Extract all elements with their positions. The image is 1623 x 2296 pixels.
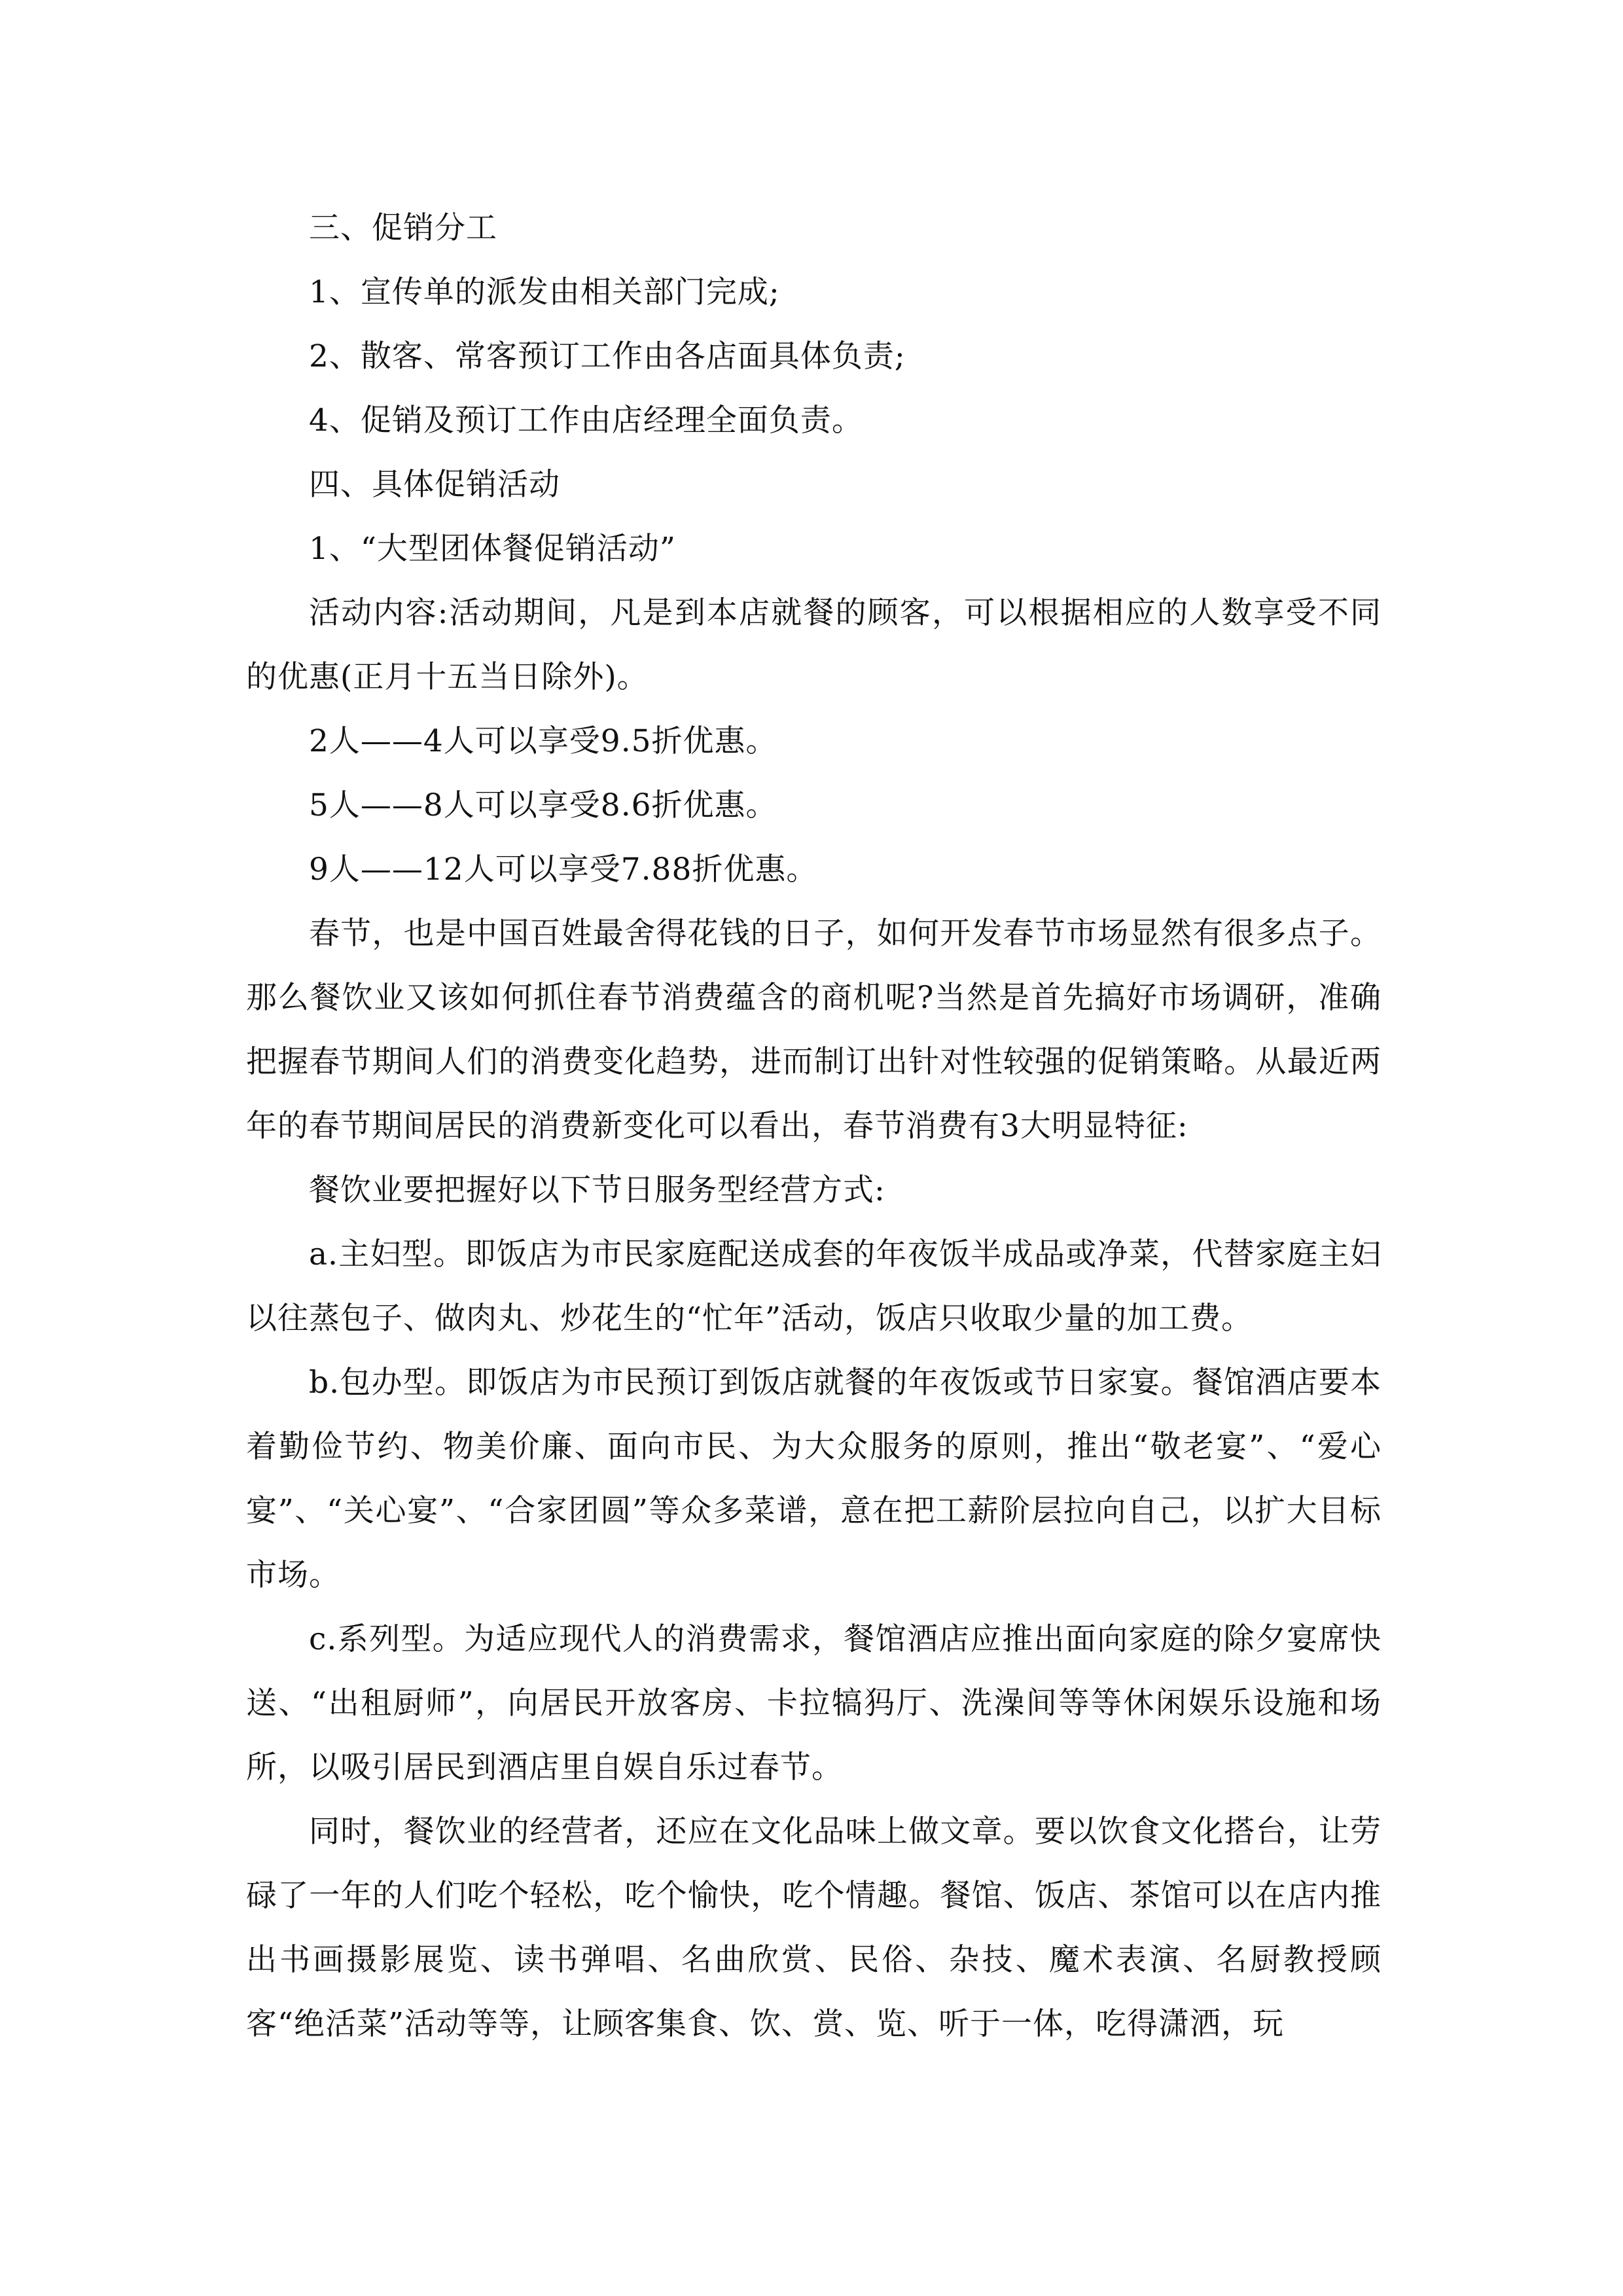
section-heading-promotion-division: 三、促销分工 [309,210,497,246]
document-body [246,196,1382,2056]
paragraph: 春节，也是中国百姓最舍得花钱的日子，如何开发春节市场显然有很多点子。那么餐饮业又该如何抓住春节消费蕴含的商机呢?当然是首先搞好市场调研，准确把握春节期间人们的消费变化趋势，进而制订出针对性较强的促销策略。从最近两年的春节期间居民的消费新变化可以看出，春节消费有3大明显特征: [246,916,1382,1144]
section-heading-specific-activities: 四、具体促销活动 [309,467,560,503]
paragraph: 1、宣传单的派发由相关部门完成; [309,274,780,310]
paragraph: 活动内容:活动期间，凡是到本店就餐的顾客，可以根据相应的人数享受不同的优惠(正月十五当日除外)。 [246,595,1382,695]
paragraph: 2人——4人可以享受9.5折优惠。 [309,723,777,759]
paragraph: c.系列型。为适应现代人的消费需求，餐馆酒店应推出面向家庭的除夕宴席快送、“出租厨师”，向居民开放客房、卡拉犒犸厅、洗澡间等等休闲娱乐设施和场所，以吸引居民到酒店里自娱自乐过春节。 [246,1621,1382,1785]
paragraph: b.包办型。即饭店为市民预订到饭店就餐的年夜饭或节日家宴。餐馆酒店要本着勤俭节约、物美价廉、面向市民、为大众服务的原则，推出“敬老宴”、“爱心宴”、“关心宴”、“合家团圆”等众多菜谱，意在把工薪阶层拉向自己，以扩大目标市场。 [246,1365,1382,1593]
paragraph: 4、促销及预订工作由店经理全面负责。 [309,403,863,439]
paragraph: 1、“大型团体餐促销活动” [309,531,676,567]
paragraph: 2、散客、常客预订工作由各店面具体负责; [309,338,906,374]
paragraph: 餐饮业要把握好以下节日服务型经营方式: [309,1172,885,1208]
paragraph: 5人——8人可以享受8.6折优惠。 [309,787,777,823]
paragraph: 同时，餐饮业的经营者，还应在文化品味上做文章。要以饮食文化搭台，让劳碌了一年的人们吃个轻松，吃个愉快，吃个情趣。餐馆、饭店、茶馆可以在店内推出书画摄影展览、读书弹唱、名曲欣赏、民俗、杂技、魔术表演、名厨教授顾客“绝活菜”活动等等，让顾客集食、饮、赏、览、听于一体，吃得潇洒，玩 [246,1814,1382,2042]
paragraph: 9人——12人可以享受7.88折优惠。 [309,852,818,888]
paragraph: a.主妇型。即饭店为市民家庭配送成套的年夜饭半成品或净菜，代替家庭主妇以往蒸包子、做肉丸、炒花生的“忙年”活动，饭店只收取少量的加工费。 [246,1236,1382,1336]
